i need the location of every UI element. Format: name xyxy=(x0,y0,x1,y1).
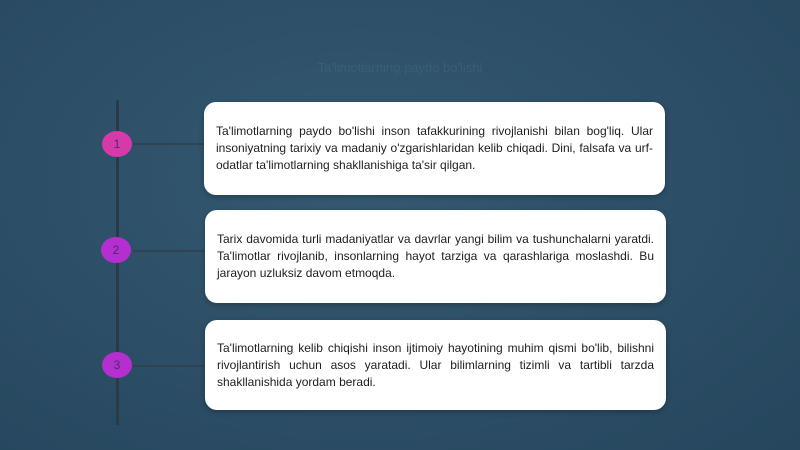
timeline-marker-number: 2 xyxy=(112,243,120,257)
timeline-connector xyxy=(133,365,205,367)
timeline-marker-number: 1 xyxy=(113,137,121,151)
timeline-card-text: Tarix davomida turli madaniyatlar va davrlar yangi bilim va tushunchalarni yaratdi. Ta'limotlar rivojlanib, insonlarning hayot tarziga va qarashlariga moslashdi. Bu jarayon uzluksiz davom etmoqda. xyxy=(217,232,654,280)
timeline-card-1 xyxy=(204,102,665,195)
timeline-connector xyxy=(133,143,205,145)
slide-title: Ta'limotlarning paydo bo'lishi xyxy=(317,60,483,75)
timeline-marker-1 xyxy=(102,131,132,157)
timeline-card-text: Ta'limotlarning kelib chiqishi inson ijtimoiy hayotining muhim qismi bo'lib, bilishni rivojlantirish uchun asos yaratadi. Ular bilimlarning tizimli va tartibli tarzda shakllanishida yordam beradi. xyxy=(217,340,654,389)
timeline-card-text: Ta'limotlarning paydo bo'lishi inson tafakkurining rivojlanishi bilan bog'liq. Ular insoniyatning tarixiy va madaniy o'zgarishlaridan kelib chiqadi. Dini, falsafa va urf-odatlar ta'limotlarning shakllanishiga ta'sir qilgan. xyxy=(216,124,653,172)
timeline-marker-3 xyxy=(102,352,132,378)
timeline-connector xyxy=(133,250,205,252)
timeline-marker-number: 3 xyxy=(113,358,121,372)
timeline-card-3 xyxy=(205,320,666,410)
timeline-card-2 xyxy=(205,210,666,303)
timeline-marker-2 xyxy=(101,237,131,263)
